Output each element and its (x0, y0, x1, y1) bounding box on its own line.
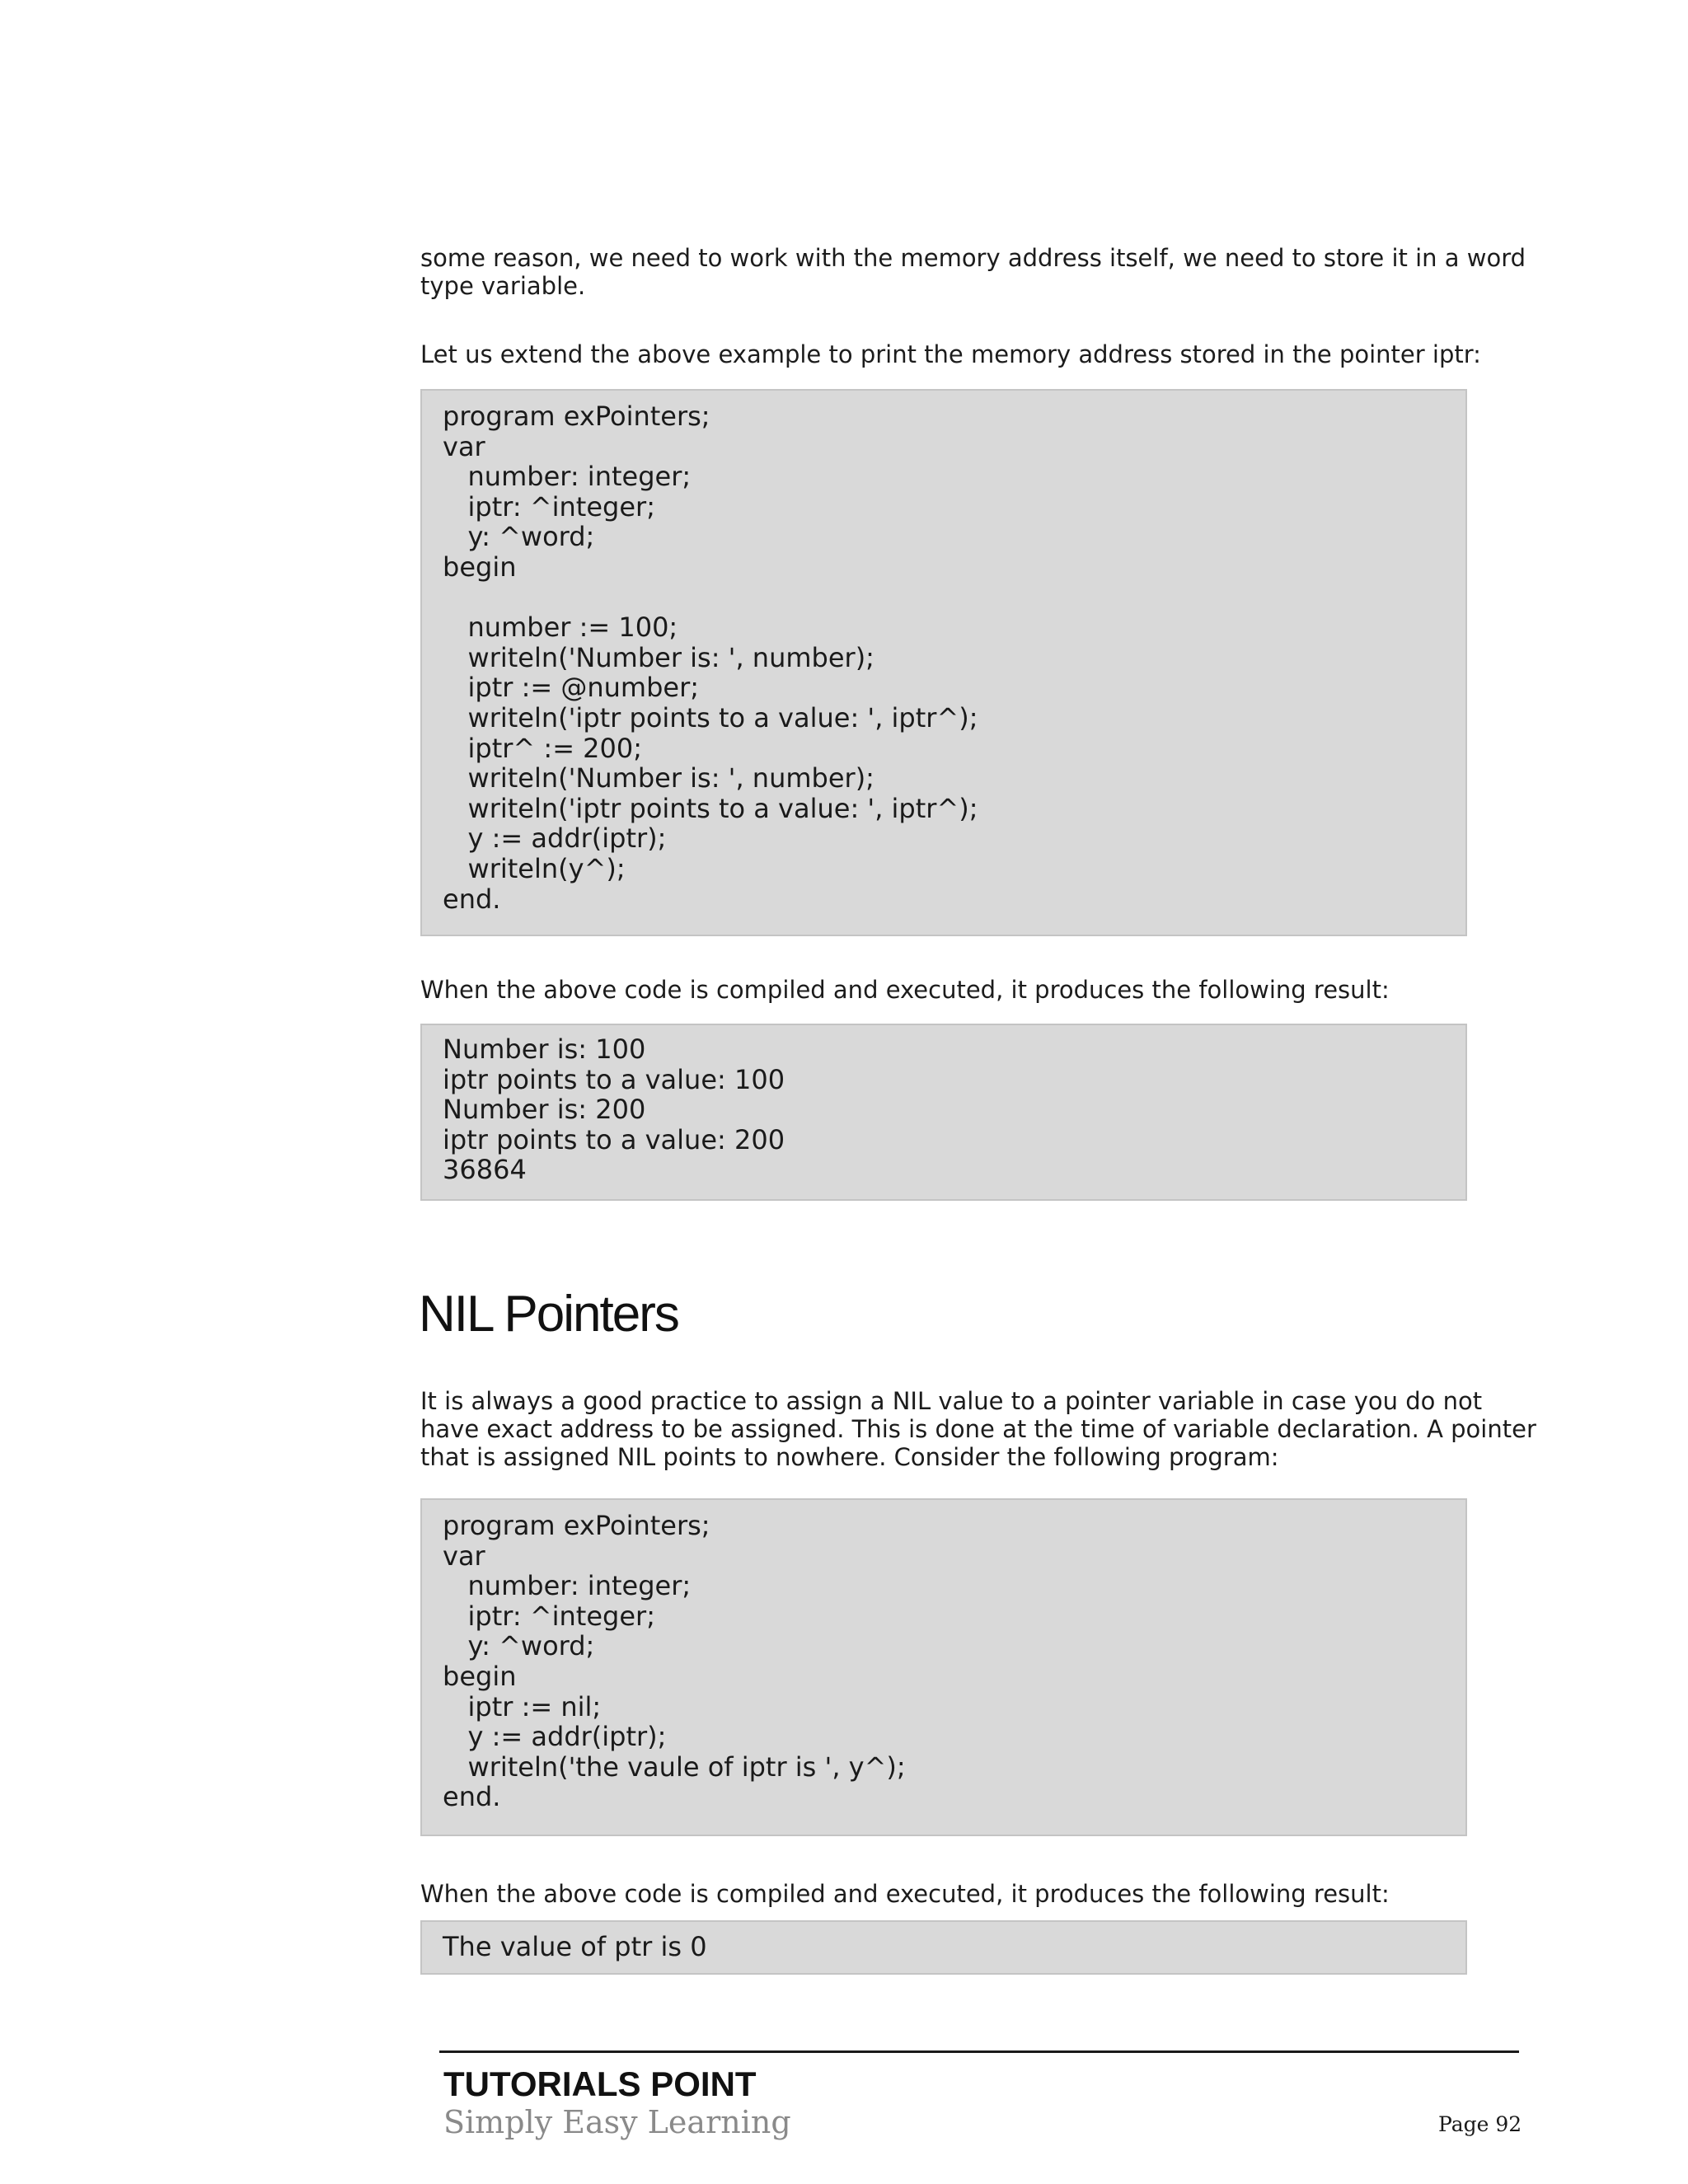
code-line: writeln('iptr points to a value: ', iptr^); (443, 792, 978, 824)
code-line: writeln('Number is: ', number); (443, 762, 874, 794)
code-line: writeln('iptr points to a value: ', iptr^); (443, 701, 978, 733)
footer-divider (439, 2050, 1519, 2053)
extend-paragraph-text: Let us extend the above example to print the memory address stored in the pointer iptr: (420, 340, 1481, 368)
nil-paragraph-line: have exact address to be assigned. This is done at the time of variable declaration. A pointer (420, 1415, 1536, 1443)
code-line: begin (443, 1660, 517, 1692)
output-line: Number is: 200 (443, 1094, 646, 1126)
extend-paragraph (420, 340, 1525, 368)
code-line: program exPointers; (443, 401, 710, 432)
code-line: y := addr(iptr); (443, 1721, 667, 1753)
code-line: y: ^word; (443, 521, 595, 553)
result-paragraph-1-text: When the above code is compiled and executed, it produces the following result: (420, 976, 1390, 1004)
section-heading: NIL Pointers (419, 1286, 678, 1343)
code-line: writeln('the vaule of iptr is ', y^); (443, 1750, 906, 1783)
code-line: begin (443, 551, 517, 583)
output-line: The value of ptr is 0 (443, 1931, 707, 1962)
code-line: end. (443, 883, 501, 915)
nil-paragraph-line: that is assigned NIL points to nowhere. Consider the following program: (420, 1443, 1279, 1471)
code-line: var (443, 1540, 485, 1572)
code-line: program exPointers; (443, 1510, 710, 1541)
result-paragraph-2-text: When the above code is compiled and executed, it produces the following result: (420, 1880, 1390, 1908)
code-line: writeln('Number is: ', number); (443, 641, 874, 673)
nil-paragraph-line: It is always a good practice to assign a NIL value to a pointer variable in case you do not (420, 1387, 1483, 1415)
code-line: iptr := @number; (443, 672, 700, 704)
nil-paragraph (420, 1387, 1536, 1471)
code-line: iptr: ^integer; (443, 490, 655, 523)
code-line: number: integer; (443, 1570, 692, 1602)
code-line (443, 583, 1465, 613)
code-line: y: ^word; (443, 1630, 595, 1662)
footer-tagline: Simply Easy Learning (443, 2104, 791, 2140)
code-line: writeln(y^); (443, 852, 626, 884)
result-paragraph-1 (420, 976, 1525, 1004)
code-line: var (443, 430, 485, 462)
code-line: number := 100; (443, 612, 678, 644)
footer-brand: TUTORIALS POINT (443, 2064, 757, 2103)
output-line: iptr points to a value: 200 (443, 1123, 785, 1155)
result-paragraph-2 (420, 1880, 1525, 1908)
code-block-1 (420, 389, 1467, 936)
page-number: Page 92 (1438, 2112, 1522, 2136)
intro-paragraph (420, 244, 1525, 300)
code-line: iptr: ^integer; (443, 1600, 655, 1632)
output-line: Number is: 100 (443, 1033, 646, 1065)
code-line: end. (443, 1781, 501, 1813)
output-line: 36864 (443, 1154, 527, 1186)
output-block-2 (420, 1920, 1467, 1975)
code-line: iptr^ := 200; (443, 732, 643, 764)
code-line: number: integer; (443, 461, 692, 493)
output-block-1 (420, 1024, 1467, 1201)
code-line: y := addr(iptr); (443, 823, 667, 855)
intro-paragraph-line: some reason, we need to work with the memory address itself, we need to store it in a word (420, 244, 1526, 272)
output-line: iptr points to a value: 100 (443, 1063, 785, 1095)
code-block-2 (420, 1498, 1467, 1836)
intro-paragraph-line: type variable. (420, 272, 586, 300)
code-line: iptr := nil; (443, 1690, 602, 1722)
